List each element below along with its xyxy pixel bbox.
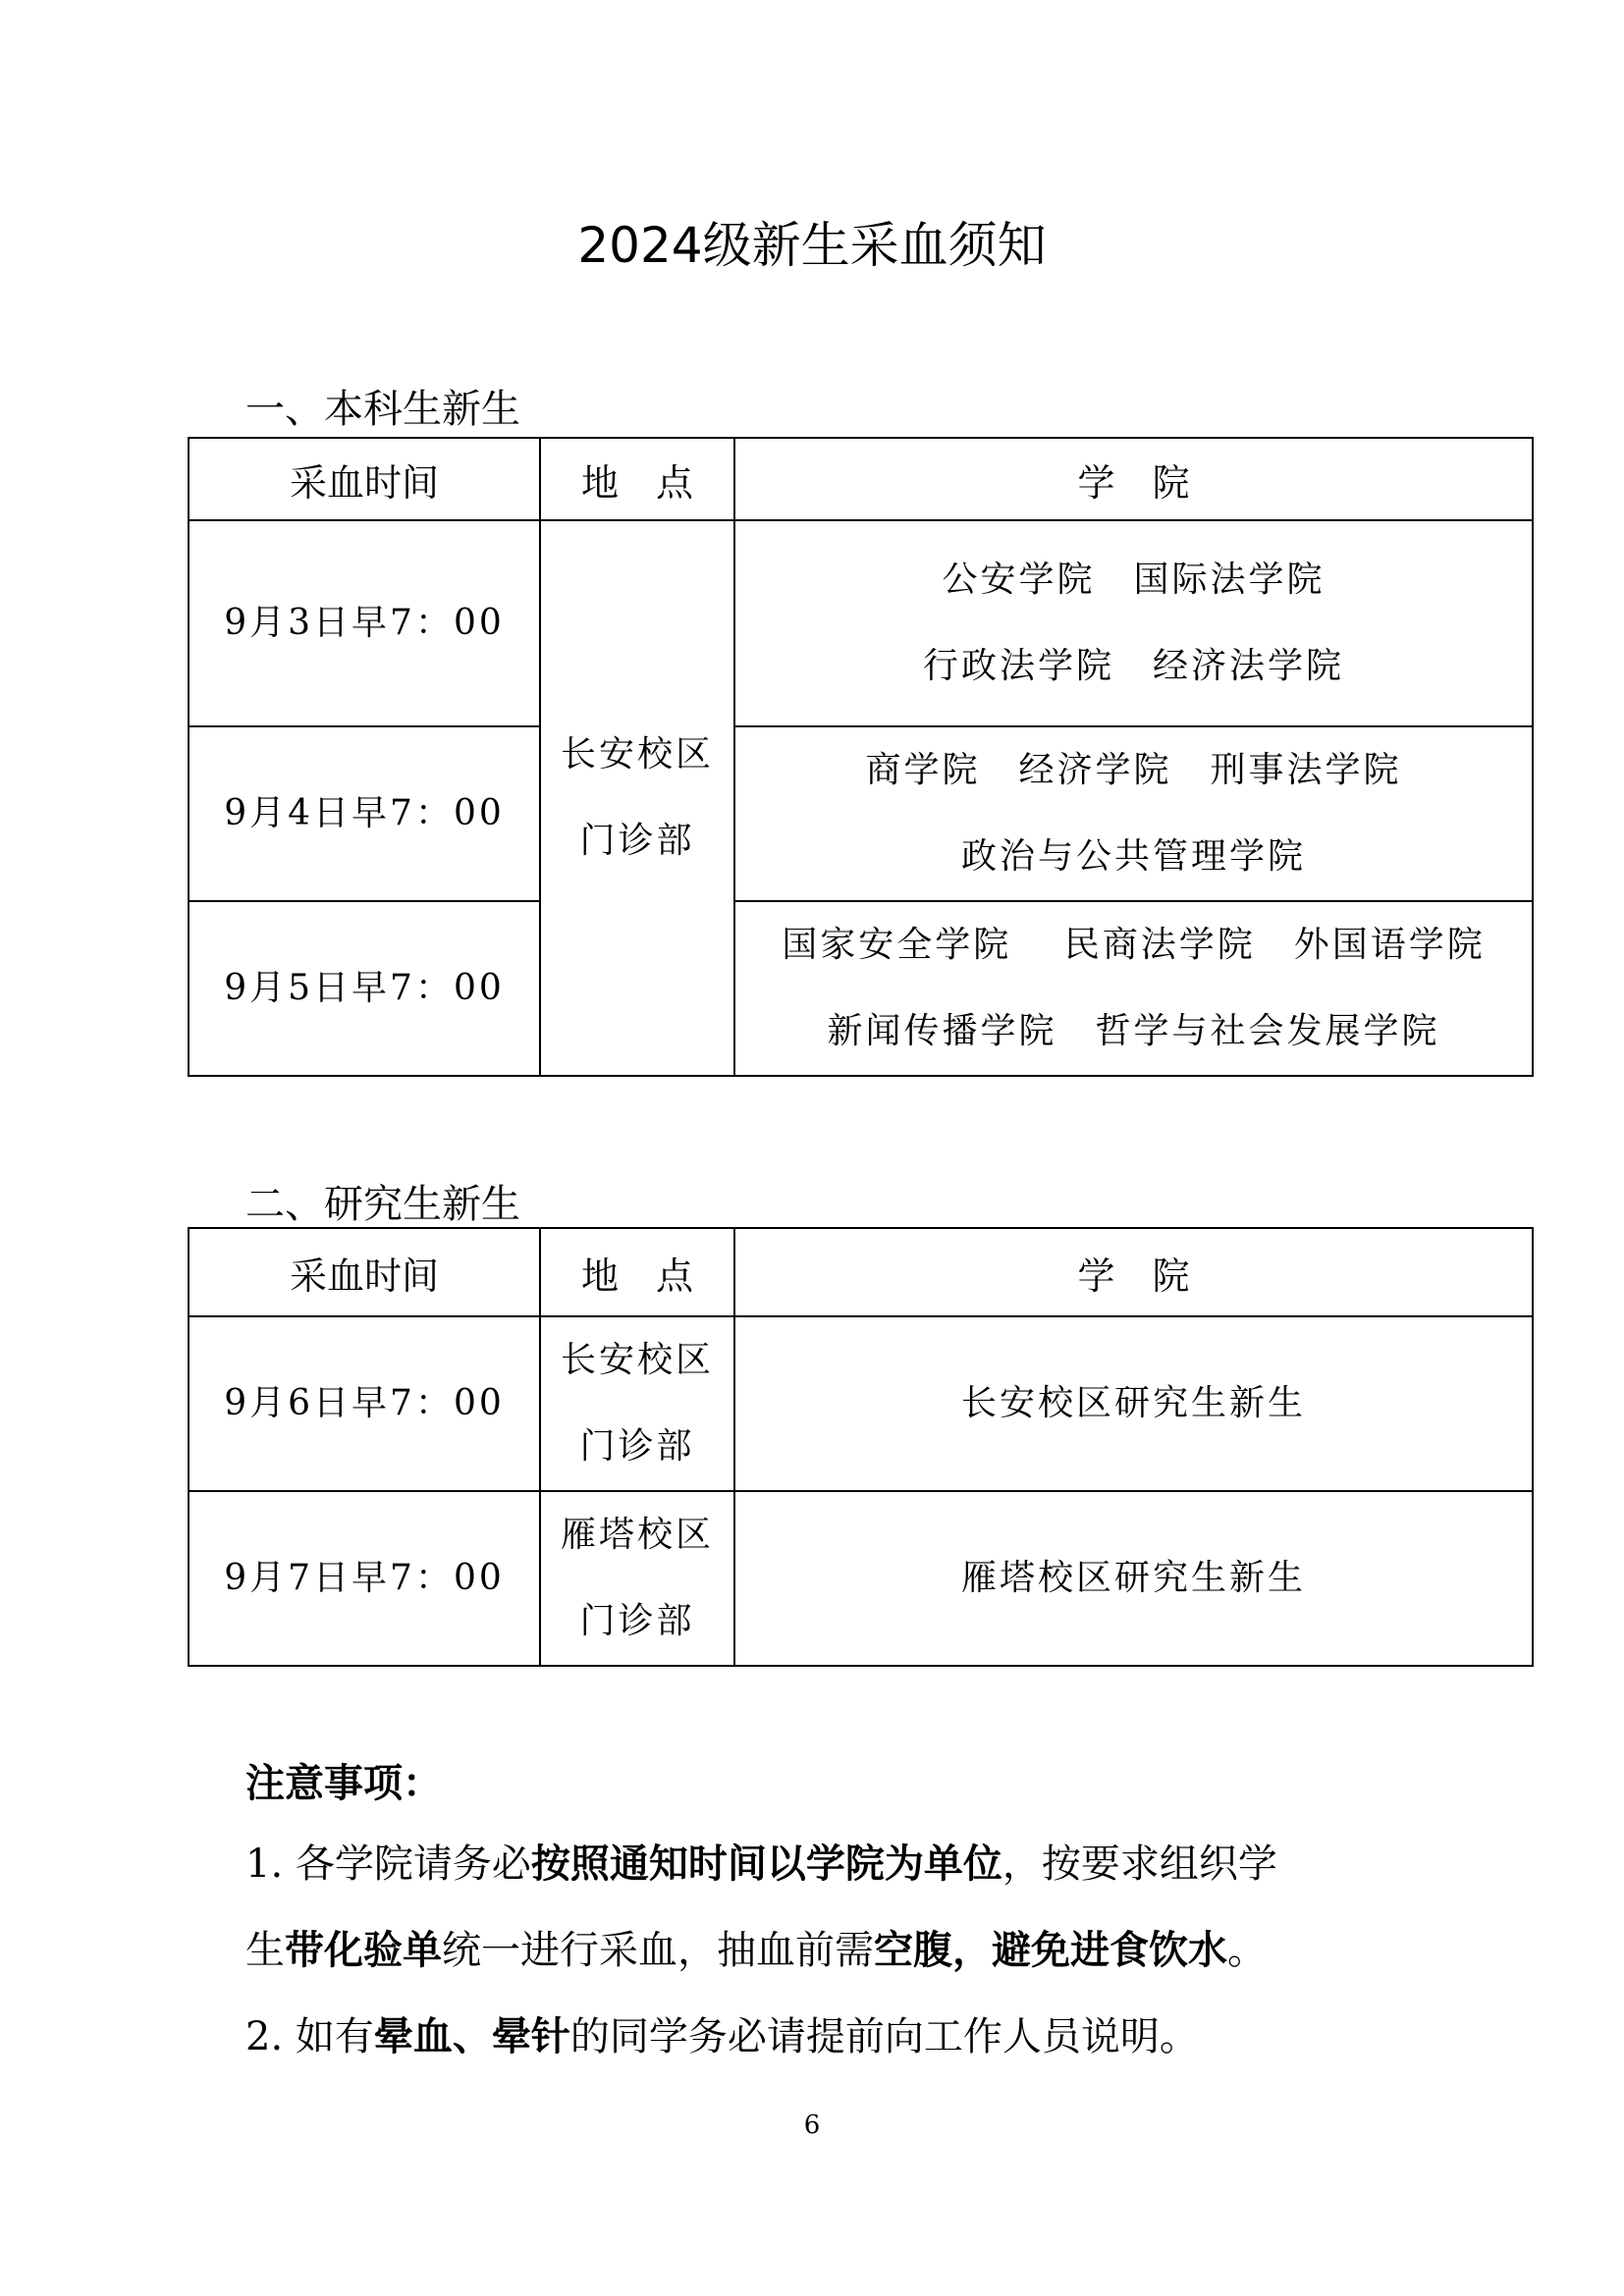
header-time: 采血时间	[189, 1228, 540, 1316]
college-line: 政治与公共管理学院	[960, 836, 1306, 877]
header-location: 地 点	[540, 438, 734, 520]
row-location	[540, 520, 734, 1076]
location-line: 长安校区	[560, 734, 714, 774]
row-time: 9月5日早7：00	[189, 901, 540, 1076]
table-row	[189, 1491, 1533, 1666]
row-colleges	[734, 901, 1533, 1076]
note-text: 统一进行采血，抽血前需	[442, 1928, 874, 1973]
note-emphasis: 晕血、晕针	[373, 2014, 570, 2059]
header-college: 学 院	[734, 1228, 1533, 1316]
page-title: 2024级新生采血须知	[577, 217, 1047, 274]
location-line: 门诊部	[579, 1426, 695, 1467]
note-text: 2. 如有	[245, 2014, 374, 2059]
table-row	[189, 726, 1533, 901]
row-location	[540, 1491, 734, 1666]
row-colleges: 长安校区研究生新生	[734, 1316, 1533, 1491]
notes-heading: 注意事项：	[245, 1761, 442, 1806]
table-row	[189, 1316, 1533, 1491]
location-line: 长安校区	[560, 1340, 714, 1380]
page-number: 6	[803, 2110, 821, 2140]
graduate-heading: 二、研究生新生	[245, 1182, 520, 1227]
row-time: 9月3日早7：00	[189, 520, 540, 726]
college-line: 商学院 经济学院 刑事法学院	[865, 750, 1402, 790]
note-text: 1. 各学院请务必	[245, 1842, 531, 1887]
graduate-table	[188, 1227, 1534, 1667]
note-text: 生	[245, 1928, 285, 1973]
undergrad-table	[188, 437, 1534, 1077]
undergrad-heading: 一、本科生新生	[245, 387, 520, 432]
location-line: 雁塔校区	[560, 1515, 714, 1555]
row-location	[540, 1316, 734, 1491]
graduate-header-row	[189, 1228, 1533, 1316]
college-line: 行政法学院 经济法学院	[922, 646, 1344, 686]
table-row	[189, 520, 1533, 726]
note-text: 的同学务必请提前向工作人员说明。	[569, 2014, 1199, 2059]
note-item-2	[245, 1994, 1424, 2080]
row-time: 9月6日早7：00	[189, 1316, 540, 1491]
header-college: 学 院	[734, 438, 1533, 520]
note-emphasis: 带化验单	[285, 1928, 442, 1973]
undergrad-header-row	[189, 438, 1533, 520]
college-line: 国家安全学院 民商法学院 外国语学院	[782, 925, 1486, 965]
header-location: 地 点	[540, 1228, 734, 1316]
header-time: 采血时间	[189, 438, 540, 520]
location-line: 门诊部	[579, 1601, 695, 1641]
row-colleges	[734, 520, 1533, 726]
location-line: 门诊部	[579, 821, 695, 861]
table-row	[189, 901, 1533, 1076]
college-line: 公安学院 国际法学院	[942, 560, 1326, 600]
row-colleges	[734, 726, 1533, 901]
note-text: ，按要求组织学	[1001, 1842, 1277, 1887]
row-colleges: 雁塔校区研究生新生	[734, 1491, 1533, 1666]
notes-body	[245, 1821, 1424, 2080]
note-emphasis: 按照通知时间以学院为单位	[530, 1842, 1002, 1887]
college-line: 新闻传播学院 哲学与社会发展学院	[827, 1011, 1440, 1051]
row-time: 9月7日早7：00	[189, 1491, 540, 1666]
note-text: 。	[1227, 1928, 1267, 1973]
row-time: 9月4日早7：00	[189, 726, 540, 901]
note-emphasis: 空腹，避免进食饮水	[874, 1928, 1227, 1973]
note-item-1	[245, 1821, 1424, 1994]
